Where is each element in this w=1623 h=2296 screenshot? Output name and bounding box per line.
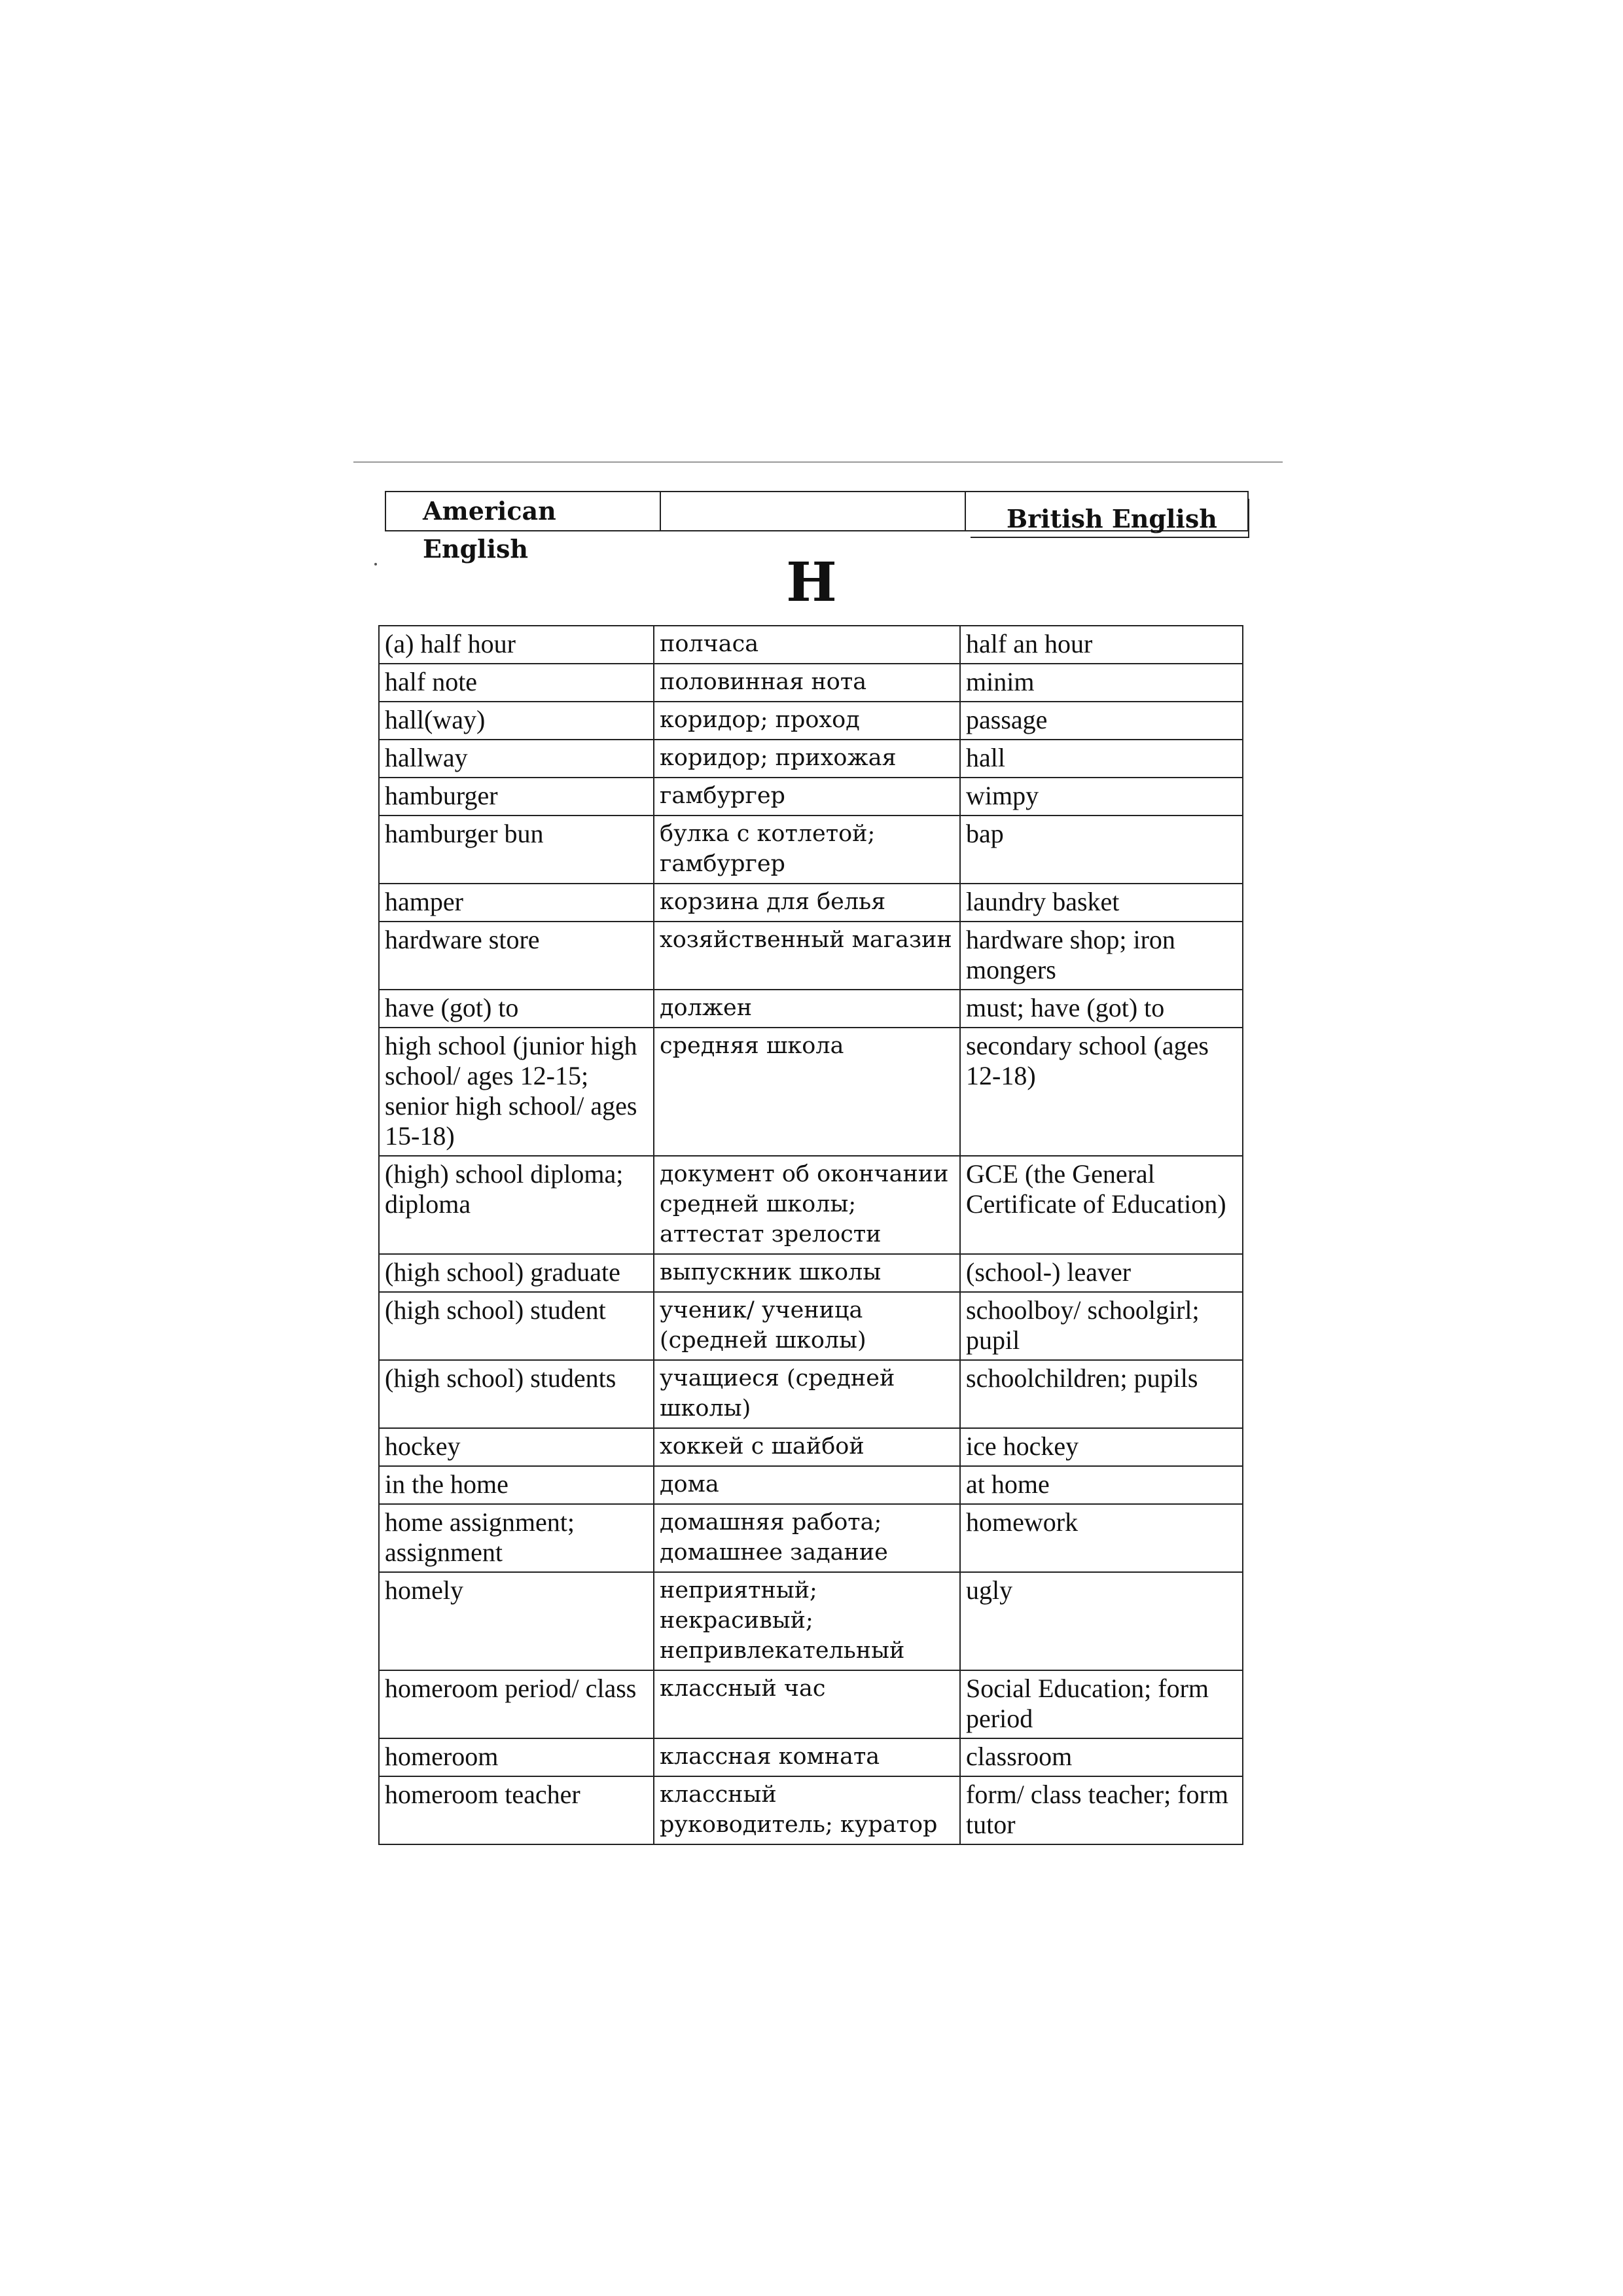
american-term: hallway (379, 740, 654, 778)
header-british-box (971, 499, 1249, 538)
american-term: hall(way) (379, 702, 654, 740)
american-term: (high school) student (379, 1292, 654, 1360)
table-row (379, 1156, 1243, 1254)
table-row (379, 1776, 1243, 1844)
american-term: hamper (379, 884, 654, 922)
russian-translation: гамбургер (654, 778, 960, 816)
russian-translation: полчаса (654, 626, 960, 664)
russian-translation: коридор; прихожая (654, 740, 960, 778)
table-row (379, 1504, 1243, 1572)
table-row (379, 778, 1243, 816)
dictionary-table (378, 625, 1243, 1845)
russian-translation: учащиеся (средней школы) (654, 1360, 960, 1428)
american-term: homeroom (379, 1738, 654, 1776)
header-american-english: American English (386, 492, 661, 530)
table-row (379, 922, 1243, 990)
american-term: (a) half hour (379, 626, 654, 664)
russian-translation: коридор; проход (654, 702, 960, 740)
russian-translation: домашняя работа; домашнее задание (654, 1504, 960, 1572)
table-row (379, 702, 1243, 740)
american-term: homely (379, 1572, 654, 1670)
british-term: ugly (960, 1572, 1243, 1670)
british-term: must; have (got) to (960, 990, 1243, 1028)
british-term: (school-) leaver (960, 1254, 1243, 1292)
table-row (379, 990, 1243, 1028)
american-term: in the home (379, 1466, 654, 1504)
table-row (379, 1428, 1243, 1466)
american-term: high school (junior high school/ ages 12-15; senior high school/ ages 15-18) (379, 1028, 654, 1156)
russian-translation: булка с котлетой; гамбургер (654, 816, 960, 884)
american-term: hardware store (379, 922, 654, 990)
table-row (379, 1738, 1243, 1776)
british-term: hardware shop; iron mongers (960, 922, 1243, 990)
russian-translation: хозяйственный магазин (654, 922, 960, 990)
american-term: half note (379, 664, 654, 702)
russian-translation: средняя школа (654, 1028, 960, 1156)
section-letter: H (786, 551, 837, 614)
british-term: laundry basket (960, 884, 1243, 922)
british-term: passage (960, 702, 1243, 740)
table-row (379, 1254, 1243, 1292)
british-term: schoolboy/ schoolgirl; pupil (960, 1292, 1243, 1360)
russian-translation: классный руководитель; куратор (654, 1776, 960, 1844)
british-term: at home (960, 1466, 1243, 1504)
british-term: form/ class teacher; form tutor (960, 1776, 1243, 1844)
table-row (379, 884, 1243, 922)
british-term: GCE (the General Certificate of Education) (960, 1156, 1243, 1254)
dictionary-body (379, 626, 1243, 1844)
table-row (379, 1670, 1243, 1738)
table-row (379, 1360, 1243, 1428)
russian-translation: классная комната (654, 1738, 960, 1776)
british-term: homework (960, 1504, 1243, 1572)
british-term: secondary school (ages 12-18) (960, 1028, 1243, 1156)
russian-translation: выпускник школы (654, 1254, 960, 1292)
british-term: half an hour (960, 626, 1243, 664)
russian-translation: дома (654, 1466, 960, 1504)
american-term: (high school) graduate (379, 1254, 654, 1292)
russian-translation: ученик/ ученица (средней школы) (654, 1292, 960, 1360)
american-term: hamburger bun (379, 816, 654, 884)
russian-translation: половинная нота (654, 664, 960, 702)
british-term: classroom (960, 1738, 1243, 1776)
table-row (379, 664, 1243, 702)
table-row (379, 1466, 1243, 1504)
british-term: bap (960, 816, 1243, 884)
table-row (379, 626, 1243, 664)
american-term: hockey (379, 1428, 654, 1466)
russian-translation: неприятный; некрасивый; непривлекательный (654, 1572, 960, 1670)
table-row (379, 816, 1243, 884)
british-term: hall (960, 740, 1243, 778)
american-term: home assignment; assignment (379, 1504, 654, 1572)
american-term: (high) school diploma; diploma (379, 1156, 654, 1254)
table-row (379, 1292, 1243, 1360)
table-row (379, 1572, 1243, 1670)
american-term: hamburger (379, 778, 654, 816)
american-term: have (got) to (379, 990, 654, 1028)
american-term: (high school) students (379, 1360, 654, 1428)
header-british-english: British English (1007, 504, 1217, 533)
header-blank-column (661, 492, 966, 530)
british-term: schoolchildren; pupils (960, 1360, 1243, 1428)
russian-translation: корзина для белья (654, 884, 960, 922)
british-term: wimpy (960, 778, 1243, 816)
british-term: ice hockey (960, 1428, 1243, 1466)
american-term: homeroom period/ class (379, 1670, 654, 1738)
top-rule (353, 461, 1283, 463)
british-term: minim (960, 664, 1243, 702)
russian-translation: должен (654, 990, 960, 1028)
table-row (379, 740, 1243, 778)
russian-translation: документ об окончании средней школы; аттестат зрелости (654, 1156, 960, 1254)
british-term: Social Education; form period (960, 1670, 1243, 1738)
russian-translation: классный час (654, 1670, 960, 1738)
russian-translation: хоккей с шайбой (654, 1428, 960, 1466)
american-term: homeroom teacher (379, 1776, 654, 1844)
table-row (379, 1028, 1243, 1156)
